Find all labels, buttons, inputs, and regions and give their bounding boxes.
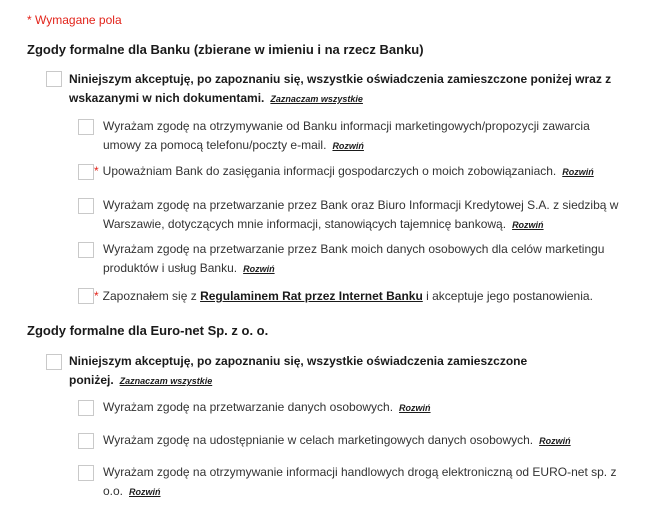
euronet-consent-expand-data-sharing[interactable]: Rozwiń [539,436,571,446]
euronet-consent-label-data-sharing: Wyrażam zgodę na udostępnianie w celach marketingowych danych osobowych. Rozwiń [103,433,571,447]
bank-consent-label-products-marketing: Wyrażam zgodę na przetwarzanie przez Bank moich danych osobowych dla celów marketingu produktów i usług Banku. Rozwiń [103,242,605,275]
bank-consent-checkbox-marketing[interactable] [78,119,94,135]
euronet-section-title: Zgody formalne dla Euro-net Sp. z o. o. [27,323,269,338]
bank-consent-expand-economic-info[interactable]: Rozwiń [562,167,594,177]
bank-consent-label-marketing: Wyrażam zgodę na otrzymywanie od Banku informacji marketingowych/propozycji zawarcia umowy za pomocą telefonu/poczty e-mail. Rozwiń [103,119,590,152]
bank-consent-label-bik: Wyrażam zgodę na przetwarzanie przez Bank oraz Biuro Informacji Kredytowej S.A. z siedzibą w Warszawie, dotyczących mnie informacji, stanowiących tajemnicę bankową. Rozwiń [103,198,619,231]
euronet-accept-all-checkbox[interactable] [46,354,62,370]
euronet-consent-checkbox-data-processing[interactable] [78,400,94,416]
bank-consent-label-regulations: * Zapoznałem się z Regulaminem Rat przez Internet Banku i akceptuje jego postanowienia. [94,289,593,303]
euronet-consent-label-commercial-info: Wyrażam zgodę na otrzymywanie informacji handlowych drogą elektroniczną od EURO-net sp. z o.o. Rozwiń [103,465,617,498]
euronet-consent-expand-commercial-info[interactable]: Rozwiń [129,487,161,497]
euronet-consent-expand-data-processing[interactable]: Rozwiń [399,403,431,413]
bank-consent-checkbox-products-marketing[interactable] [78,242,94,258]
euronet-consent-checkbox-data-sharing[interactable] [78,433,94,449]
euronet-consent-label-data-processing: Wyrażam zgodę na przetwarzanie danych osobowych. Rozwiń [103,400,431,414]
bank-select-all-link[interactable]: Zaznaczam wszystkie [270,94,363,104]
required-star: * [94,289,99,303]
bank-consent-label-economic-info: * Upoważniam Bank do zasięgania informacji gospodarczych o moich zobowiązaniach. Rozwiń [94,164,594,178]
bank-consent-checkbox-bik[interactable] [78,198,94,214]
required-fields-note: * Wymagane pola [27,13,122,27]
bank-consent-expand-marketing[interactable]: Rozwiń [332,141,364,151]
bank-accept-all-label: Niniejszym akceptuję, po zapoznaniu się, wszystkie oświadczenia zamieszczone poniżej wraz z wskazanymi w nich dokumentami. Zaznaczam wszystkie [69,72,612,105]
regulations-link[interactable]: Regulaminem Rat przez Internet Banku [200,289,423,303]
bank-consent-expand-bik[interactable]: Rozwiń [512,220,544,230]
bank-consent-checkbox-regulations[interactable] [78,288,94,304]
euronet-select-all-link[interactable]: Zaznaczam wszystkie [119,376,213,386]
bank-consent-checkbox-economic-info[interactable] [78,164,94,180]
bank-consent-expand-products-marketing[interactable]: Rozwiń [243,264,275,274]
required-star: * [94,164,99,178]
bank-section-title: Zgody formalne dla Banku (zbierane w imieniu i na rzecz Banku) [27,42,424,57]
bank-accept-all-checkbox[interactable] [46,71,62,87]
euronet-accept-all-label: Niniejszym akceptuję, po zapoznaniu się, wszystkie oświadczenia zamieszczone poniżej. Zaznaczam wszystkie [69,354,528,387]
euronet-consent-checkbox-commercial-info[interactable] [78,465,94,481]
